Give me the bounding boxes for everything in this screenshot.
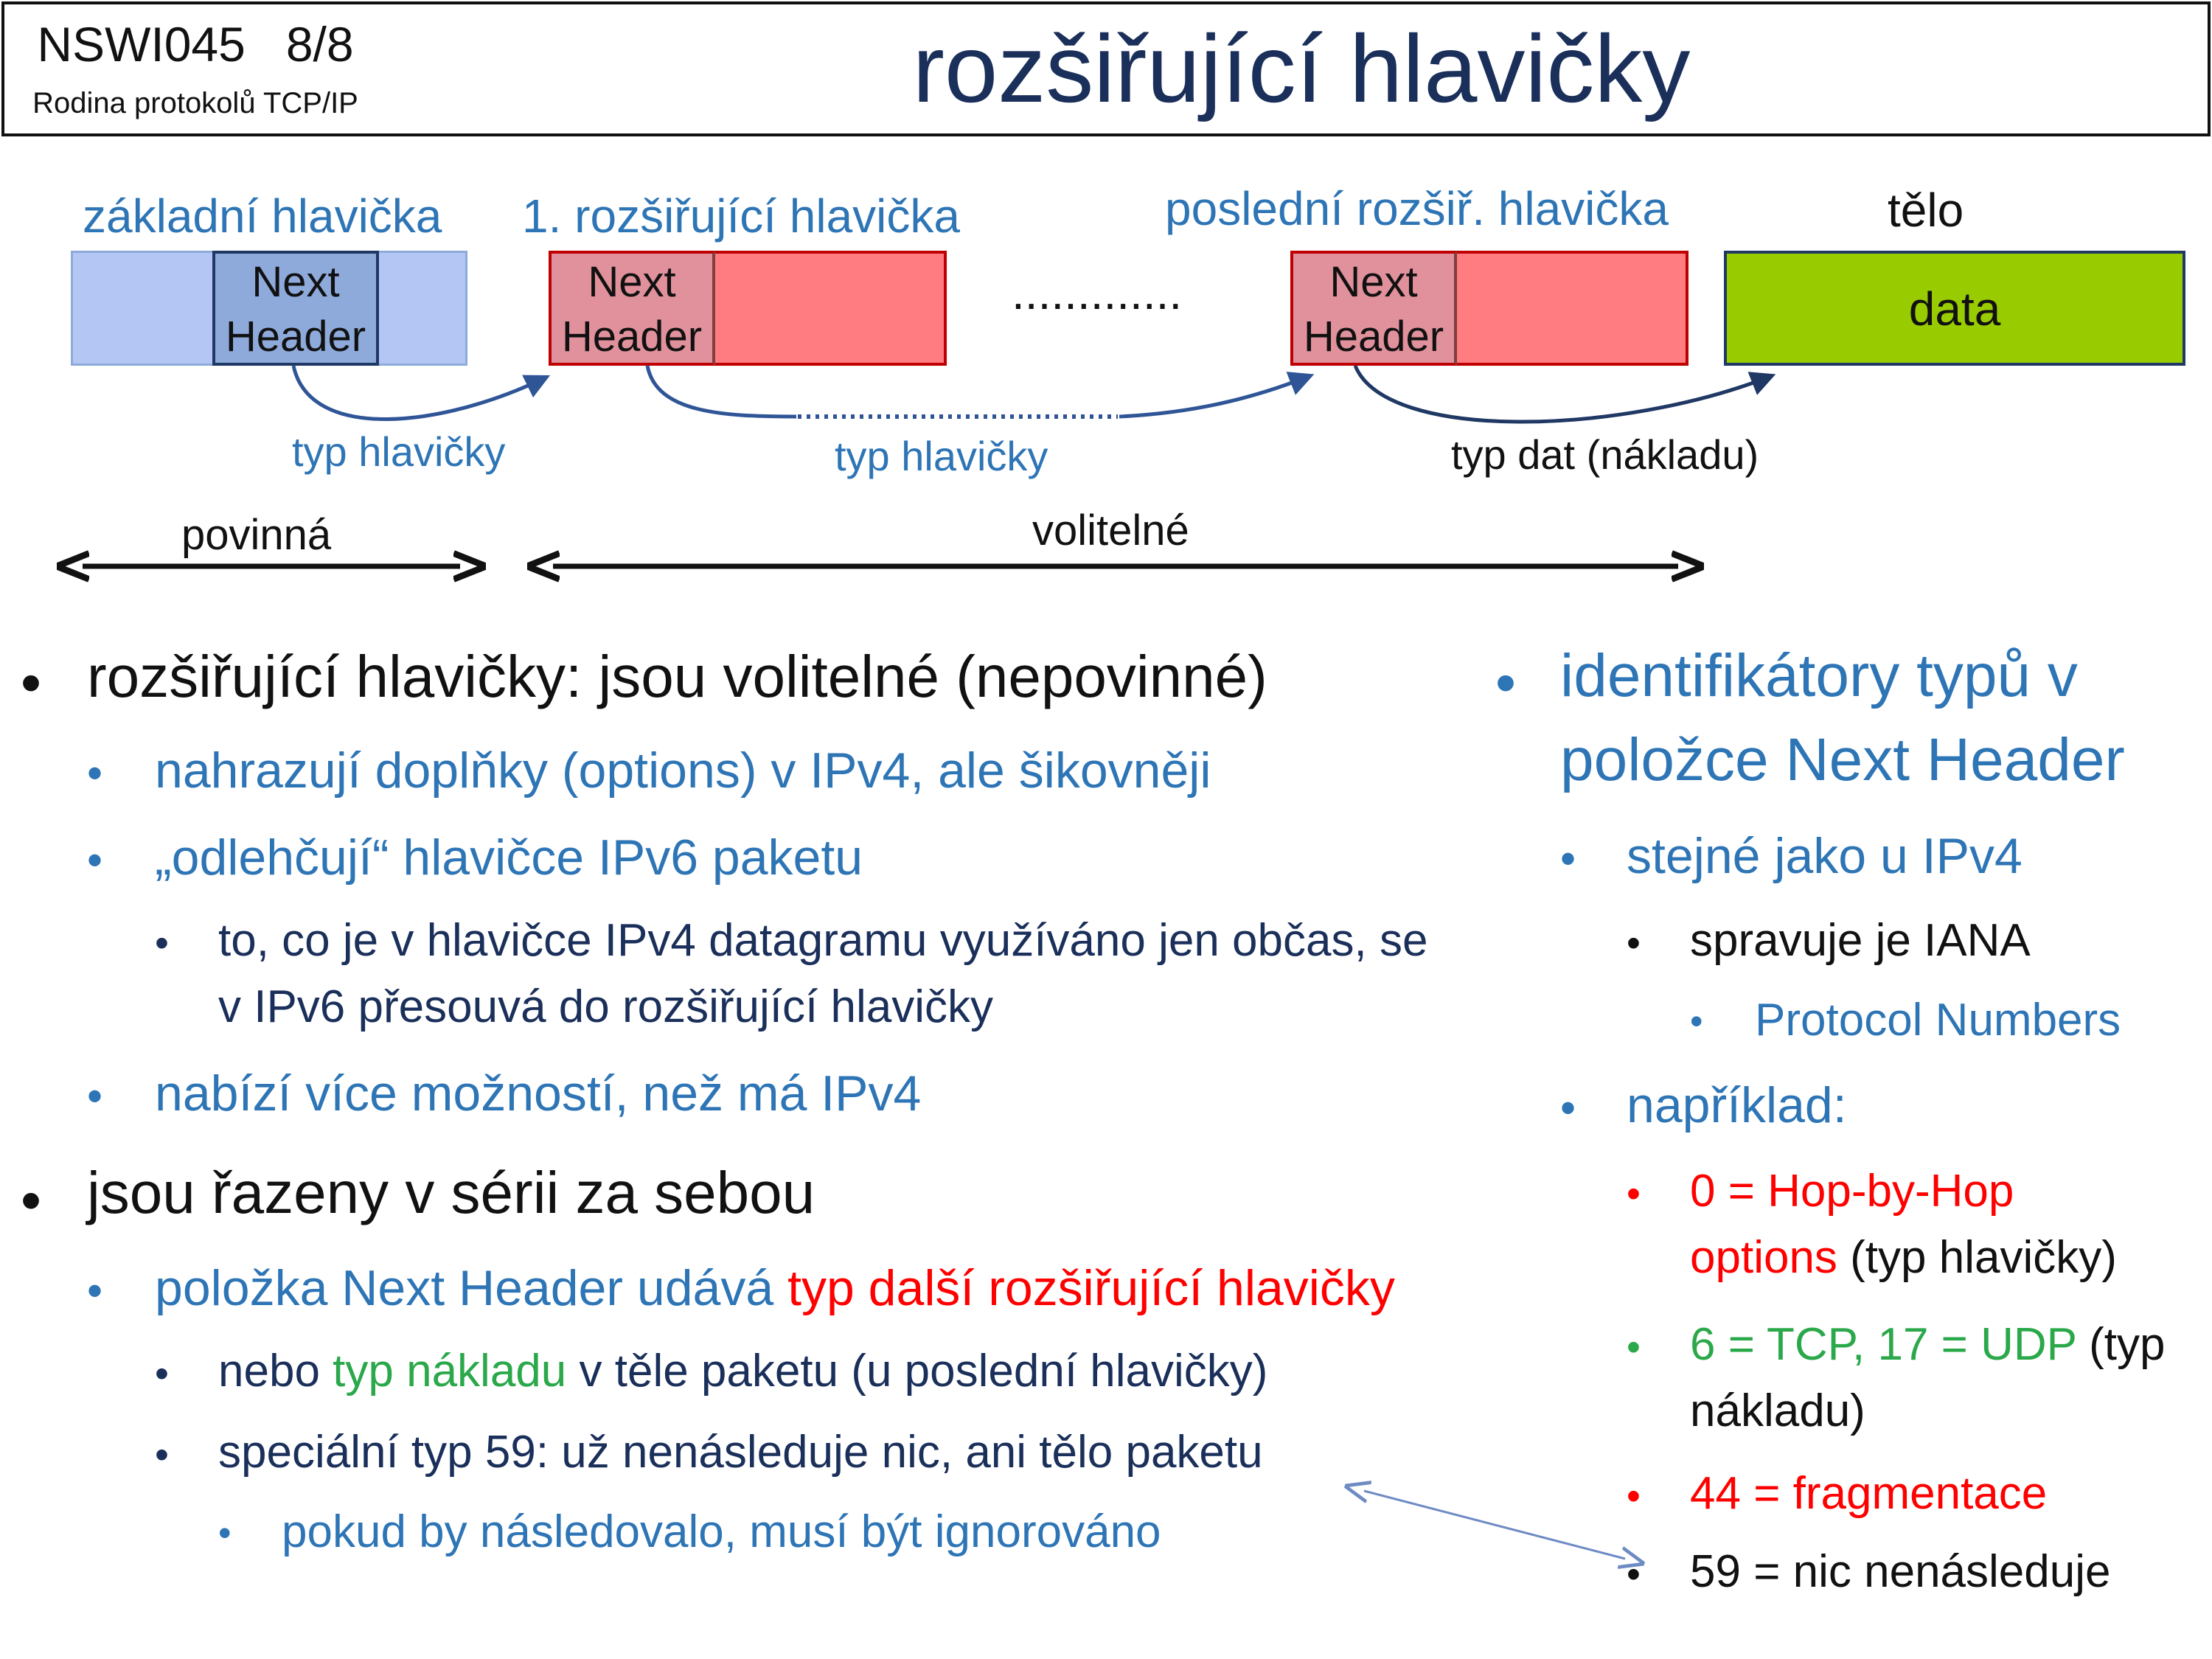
bullet-marker: • (155, 1352, 169, 1396)
next-header-text: položka Next Header udává (155, 1260, 788, 1316)
last-extension-header-label: poslední rozšiř. hlavička (1165, 182, 1669, 235)
bullet-for-example: například: (1627, 1077, 1847, 1133)
example-hop-by-hop-line1: 0 = Hop-by-Hop (1690, 1166, 2014, 1217)
bullet-rarely-used-moved-line2: v IPv6 přesouvá do rozšiřující hlavičky (218, 981, 993, 1032)
optional-label: volitelné (1032, 507, 1189, 554)
next-header-text-line2: Header (1303, 313, 1444, 361)
body-label: tělo (1888, 184, 1964, 237)
course-code: NSWI045 8/8 (37, 17, 354, 72)
bullet-marker: • (21, 1167, 42, 1233)
bullet-lightens-ipv6-header: „odlehčují“ hlavičce IPv6 paketu (155, 830, 863, 886)
page-title: rozšiřující hlavičky (912, 15, 1691, 122)
bullet-extension-headers-optional: rozšiřující hlavičky: jsou volitelné (nepovinné) (87, 644, 1267, 709)
bullet-marker: • (155, 921, 169, 965)
bullet-marker: • (1627, 921, 1641, 965)
data-label: data (1908, 282, 2001, 335)
ellipsis-between-headers: ............. (1012, 266, 1183, 319)
bullet-marker: • (87, 1071, 103, 1121)
bullet-marker: • (1627, 1325, 1641, 1369)
bullet-replaces-ipv4-options: nahrazují doplňky (options) v IPv4, ale šikovněji (155, 742, 1211, 799)
bullet-marker: • (1627, 1172, 1641, 1216)
bullet-marker: • (1495, 650, 1517, 715)
next-header-text-line1: Next (1329, 258, 1418, 306)
first-extension-header-label: 1. rozšiřující hlavička (522, 189, 960, 243)
payload-type-open-text: (typ (2076, 1319, 2166, 1370)
bullet-marker: • (155, 1433, 169, 1477)
bullet-managed-by-iana: spravuje je IANA (1690, 915, 2031, 966)
bullet-marker: • (1560, 1083, 1576, 1133)
example-nothing-follows: 59 = nic nenásleduje (1690, 1546, 2111, 1597)
arrow-label-header-type-1: typ hlavičky (292, 428, 506, 475)
bullet-marker: • (87, 748, 103, 798)
bullet-more-options-than-ipv4: nabízí více možností, než má IPv4 (155, 1065, 922, 1121)
example-tcp-udp-line2: nákladu) (1690, 1385, 1865, 1436)
bullet-marker: • (87, 1266, 103, 1315)
next-header-text-line2: Header (225, 313, 366, 361)
arrow-label-header-type-2: typ hlavičky (835, 433, 1048, 479)
payload-type-text: typ nákladu (333, 1346, 567, 1397)
bullet-marker: • (21, 650, 42, 715)
bullet-must-be-ignored: pokud by následovalo, musí být ignorováno (282, 1506, 1161, 1557)
next-extension-type-text: typ další rozšiřující hlavičky (787, 1260, 1395, 1316)
mandatory-label: povinná (181, 511, 332, 559)
bullet-type-identifiers-line1: identifikátory typů v (1560, 642, 2078, 709)
or-text: nebo (218, 1346, 333, 1397)
bullet-chained-in-series: jsou řazeny v sérii za sebou (87, 1160, 815, 1225)
header-type-text: (typ hlavičky) (1837, 1232, 2117, 1283)
next-header-text-line2: Header (561, 313, 703, 361)
options-text: options (1690, 1232, 1837, 1283)
base-header-label: základní hlavička (83, 189, 442, 243)
tcp-udp-text: 6 = TCP, 17 = UDP (1690, 1319, 2076, 1370)
bullet-marker: • (1627, 1552, 1641, 1596)
bullet-marker: • (1627, 1474, 1641, 1518)
course-subtitle: Rodina protokolů TCP/IP (32, 87, 358, 119)
bullet-marker: • (87, 835, 103, 885)
arrow-label-payload-type: typ dat (nákladu) (1451, 431, 1759, 478)
example-fragmentation: 44 = fragmentace (1690, 1468, 2048, 1519)
bullet-special-type-59: speciální typ 59: už nenásleduje nic, ani tělo paketu (218, 1427, 1263, 1478)
bullet-marker: • (218, 1512, 232, 1554)
bullet-marker: • (1560, 834, 1576, 883)
bullet-rarely-used-moved-line1: to, co je v hlavičce IPv4 datagramu využíváno jen občas, se (218, 915, 1428, 966)
bullet-same-as-ipv4: stejné jako u IPv4 (1627, 828, 2023, 884)
bullet-type-identifiers-line2: položce Next Header (1560, 726, 2125, 793)
next-header-text-line1: Next (588, 258, 676, 306)
next-header-text-line1: Next (251, 258, 340, 306)
bullet-marker: • (1690, 1001, 1703, 1042)
in-packet-body-text: v těle paketu (u poslední hlavičky) (566, 1346, 1268, 1397)
protocol-numbers-link[interactable]: Protocol Numbers (1755, 995, 2121, 1046)
